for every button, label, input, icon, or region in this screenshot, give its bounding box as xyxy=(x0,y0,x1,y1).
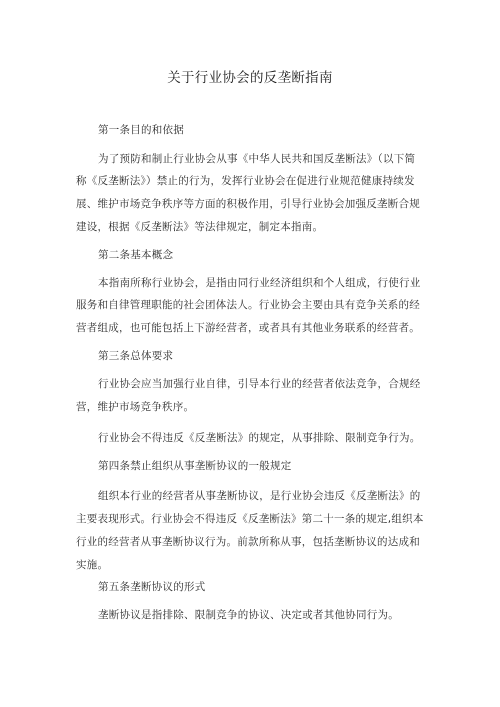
paragraph-line: 主要表现形式。行业协会不得违反《反垄断法》第二十一条的规定,组织本 xyxy=(76,513,424,525)
paragraph-line: 营者组成，也可能包括上下游经营者，或者具有其他业务联系的经营者。 xyxy=(76,322,420,334)
document-title: 关于行业协会的反垄断指南 xyxy=(167,70,333,86)
paragraph-line: 行业的经营者从事垄断协议行为。前款所称从事，包括垄断协议的达成和 xyxy=(76,536,420,548)
paragraph-line: 营，维护市场竞争秩序。 xyxy=(76,401,195,413)
article-2-heading: 第二条基本概念 xyxy=(98,249,174,261)
article-5-heading: 第五条垄断协议的形式 xyxy=(98,581,206,593)
article-3-heading: 第三条总体要求 xyxy=(98,350,174,362)
article-4-heading: 第四条禁止组织从事垄断协议的一般规定 xyxy=(98,460,292,472)
paragraph-line: 展、维护市场竞争秩序等方面的积极作用，引导行业协会加强反垄断合规 xyxy=(76,198,420,210)
paragraph-line: 称《反垄断法》）禁止的行为，发挥行业协会在促进行业规范健康持续发 xyxy=(76,175,415,187)
paragraph-line: 行业协会不得违反《反垄断法》的规定，从事排除、限制竞争行为。 xyxy=(98,432,421,444)
paragraph-line: 为了预防和制止行业协会从事《中华人民共和国反垄断法》（以下简 xyxy=(98,153,416,165)
article-1-heading: 第一条目的和依据 xyxy=(98,124,184,136)
paragraph-line: 行业协会应当加强行业自律，引导本行业的经营者依法竞争，合规经 xyxy=(98,378,421,390)
paragraph-line: 组织本行业的经营者从事垄断协议，是行业协会违反《反垄断法》的 xyxy=(98,490,421,502)
paragraph-line: 建设，根据《反垄断法》等法律规定，制定本指南。 xyxy=(76,221,324,233)
paragraph-line: 垄断协议是指排除、限制竞争的协议、决定或者其他协同行为。 xyxy=(98,609,399,621)
paragraph-line: 本指南所称行业协会，是指由同行业经济组织和个人组成，行使行业 xyxy=(98,277,421,289)
paragraph-line: 服务和自律管理职能的社会团体法人。行业协会主要由具有竞争关系的经 xyxy=(76,299,420,311)
paragraph-line: 实施。 xyxy=(76,559,109,571)
